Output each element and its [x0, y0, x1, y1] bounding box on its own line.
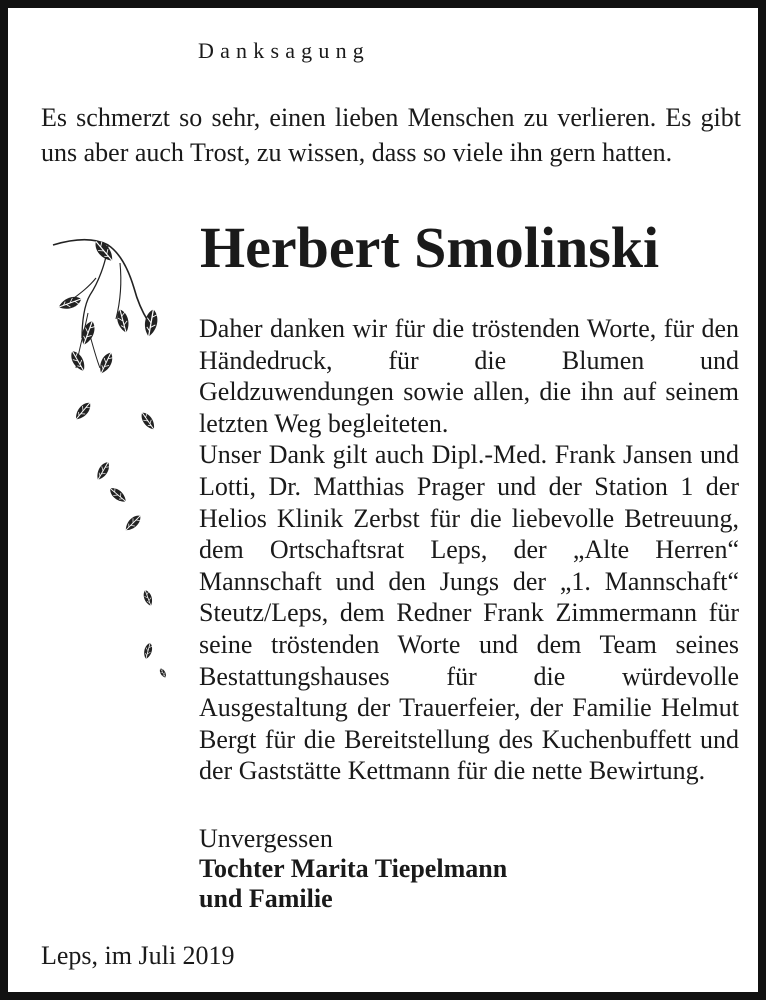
body-text: [199, 313, 739, 787]
signature-line: Tochter Marita Tiepelmann: [199, 854, 508, 883]
body-paragraph: Unser Dank gilt auch Dipl.-Med. Frank Jansen und Lotti, Dr. Matthias Prager und der Station 1 der Helios Klinik Zerbst für die liebevolle Betreuung, dem Ortschaftsrat Leps, der „Alte Herren“ Mannschaft und den Jungs der „1. Mannschaft“ Steutz/Leps, dem Redner Frank Zimmermann für seine tröstenden Worte und dem Team seines Bestattungshauses für die würdevolle Ausgestaltung der Trauerfeier, der Familie Helmut Bergt für die Bereitstellung des Kuchenbuffett und der Gaststätte Kettmann für die nette Bewirtung.: [199, 440, 739, 786]
closing-word: Unvergessen: [199, 824, 333, 853]
falling-leaves-icon: [48, 233, 178, 693]
intro-text: Es schmerzt so sehr, einen lieben Menschen zu verlieren. Es gibt uns aber auch Trost, zu wissen, dass so viele ihn gern hatten.: [41, 103, 741, 167]
closing-block: [199, 824, 507, 914]
body-paragraph: Daher danken wir für die tröstenden Worte, für den Händedruck, für die Blumen und Geldzuwendungen sowie allen, die ihn auf seinem letzten Weg begleiteten.: [199, 314, 739, 438]
place-date: Leps, im Juli 2019: [41, 941, 235, 970]
notice-heading: Danksagung: [198, 38, 370, 63]
signature-line: und Familie: [199, 884, 333, 913]
deceased-name: Herbert Smolinski: [200, 215, 660, 280]
